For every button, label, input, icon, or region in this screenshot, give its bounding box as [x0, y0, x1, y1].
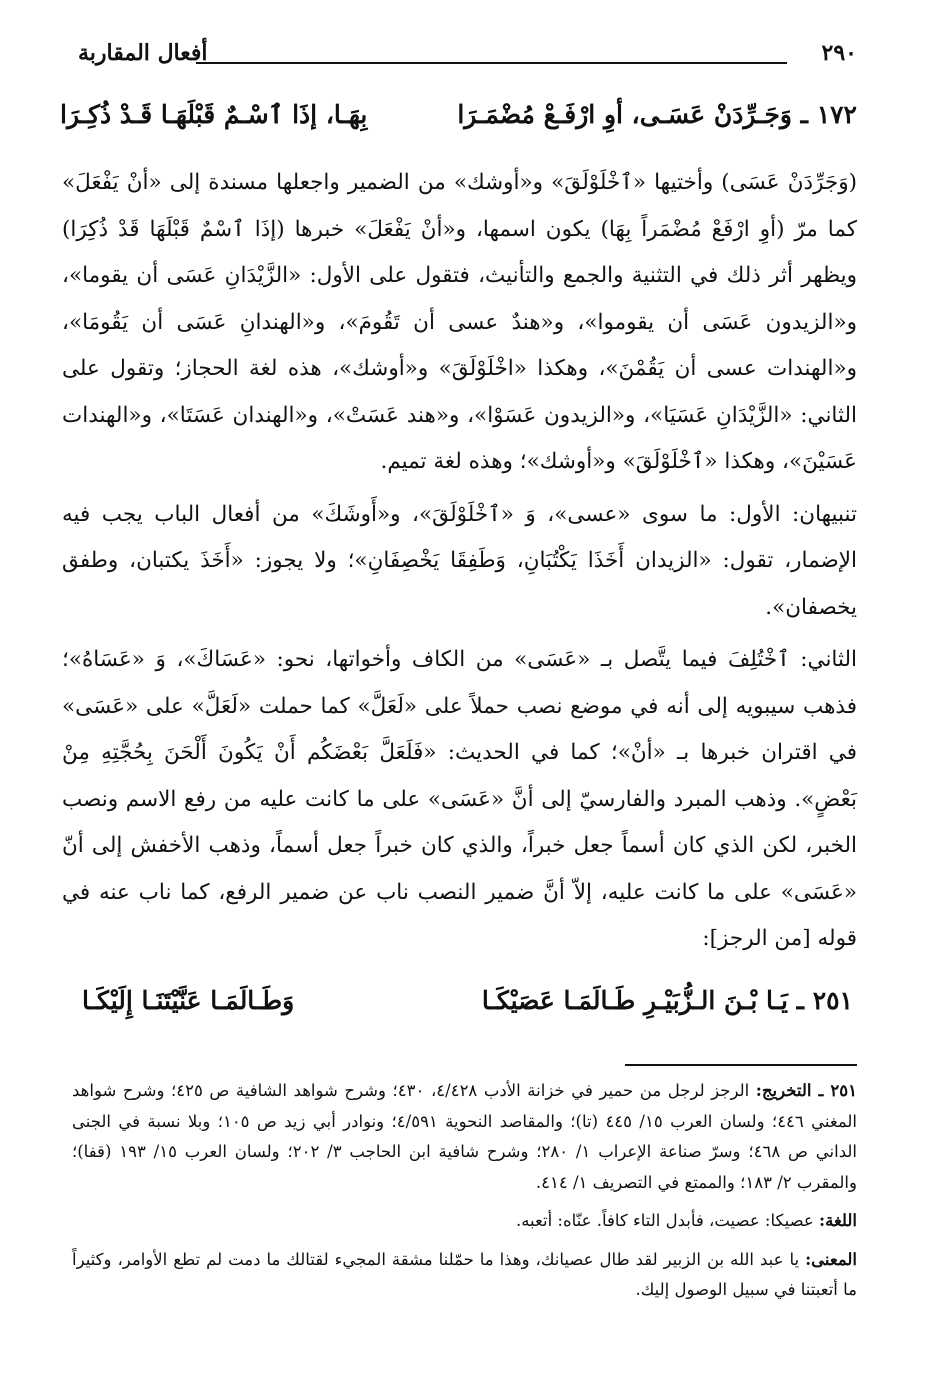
verse-251 [82, 986, 853, 1026]
footnotes [72, 1076, 857, 1306]
running-header [78, 38, 857, 72]
footnote-lugha-label: اللغة: [819, 1211, 857, 1230]
footnote-takhrij-label: ٢٥١ ـ التخريج: [755, 1081, 858, 1100]
footnote-maana [72, 1245, 857, 1306]
footnote-lugha-text: عصيكا: عصيت، فأبدل التاء كافاً. عنّاه: أتعبه. [515, 1211, 814, 1230]
verse-172-first-hemistich: ١٧٢ ـ وَجَـرِّدَنْ عَسَـى، أوِ ارْفَـعْ مُضْمَـرَا [457, 100, 857, 129]
verse-172-second-hemistich: بِهَـا، إذَا ٱسْـمٌ قَبْلَهَـا قَـدْ ذُكِـرَا [60, 100, 368, 129]
chapter-title: أفعال المقاربة [78, 40, 208, 66]
header-rule [196, 62, 787, 64]
page-number: ٢٩٠ [821, 40, 857, 66]
footnote-takhrij [72, 1076, 857, 1198]
commentary-paragraph: (وَجَرِّدَنْ عَسَى) وأختيها «ٱخْلَوْلَقَ» و«أوشك» من الضمير واجعلها مسندة إلى «أنْ يَفْعَلَ» كما مرّ (أوِ ارْفَعْ مُضْمَراً بِهَا) يكون اسمها، و«أنْ يَفْعَلَ» خبرها (إذَا ٱسْمٌ قَبْلَهَا قَدْ ذُكِرَا) ويظهر أثر ذلك في التثنية والجمع والتأنيث، فتقول على الأول: «الزَّيْدَانِ عَسَى أن يقوما»، و«الزيدون عَسَى أن يقوموا»، و«هندٌ عسى أن تَقُومَ»، و«الهندانِ عَسَى أن يَقُومَا»، و«الهندات عسى أن يَقُمْنَ»، وهكذا «اخْلَوْلَقَ» و«أوشك»، هذه لغة الحجاز؛ وتقول على الثاني: «الزَّيْدَانِ عَسَيَا»، و«الزيدون عَسَوْا»، و«هند عَسَتْ»، و«الهندان عَسَتَا»، و«الهندات عَسَيْنَ»، وهكذا «ٱخْلَوْلَقَ» و«أوشك»؛ وهذه لغة تميم. [62, 170, 857, 474]
commentary-paragraph: تنبيهان: الأول: ما سوى «عسى»، وَ «ٱخْلَوْلَقَ»، و«أَوشَكَ» من أفعال الباب يجب فيه الإضمار، تقول: «الزيدان أَخَذَا يَكْتُبَانِ، وَطَفِقَا يَخْصِفَانِ»؛ ولا يجوز: «أَخَذَ يكتبان، وطفق يخصفان». [62, 501, 857, 620]
verse-172 [60, 100, 857, 140]
footnote-rule [625, 1064, 857, 1066]
commentary [62, 160, 857, 963]
footnote-lugha [72, 1206, 857, 1237]
verse-251-second-hemistich: وَطَـالَمَـا عَنَّيْتَنَـا إِلَيْكَـا [82, 986, 295, 1015]
footnote-takhrij-text: الرجز لرجل من حمير في خزانة الأدب ٤/٤٢٨، ٤٣٠؛ وشرح شواهد الشافية ص ٤٢٥؛ وشرح شواهد المغني ٤٤٦؛ ولسان العرب ١٥/ ٤٤٥ (تا)؛ والمقاصد النحوية ٤/٥٩١؛ ونوادر أبي زيد ص ١٠٥؛ وبلا نسبة في الجنى الداني ص ٤٦٨؛ وسرّ صناعة الإعراب ١/ ٢٨٠؛ وشرح شافية ابن الحاجب ٣/ ٢٠٢؛ ولسان العرب ١٥/ ١٩٣ (قفا)؛ والمقرب ٢/ ١٨٣؛ والممتع في التصريف ١/ ٤١٤. [72, 1081, 858, 1192]
footnote-maana-text: يا عبد الله بن الزبير لقد طال عصيانك، وهذا ما حمّلنا مشقة المجيء لقتالك ما دمت لم تطع الأوامر، وكثيراً ما أتعبتنا في سبيل الوصول إليك. [72, 1249, 857, 1299]
verse-251-first-hemistich: ٢٥١ ـ يَـا بْـنَ الـزُّبَيْـرِ طَـالَمَـا عَصَيْكَـا [481, 986, 853, 1015]
commentary-paragraph: الثاني: ٱخْتُلِفَ فيما يتَّصل بـ «عَسَى» من الكاف وأخواتها، نحو: «عَسَاكَ»، وَ «عَسَاهُ»؛ فذهب سيبويه إلى أنه في موضع نصب حملاً على «لَعَلَّ» كما حملت «لَعَلَّ» على «عَسَى» في اقتران خبرها بـ «أنْ»؛ كما في الحديث: «فَلَعَلَّ بَعْضَكُم أَنْ يَكُونَ أَلْحَنَ بِحُجَّتِهِ مِنْ بَعْضٍ». وذهب المبرد والفارسيّ إلى أنَّ «عَسَى» على ما كانت عليه من رفع الاسم ونصب الخبر، لكن الذي كان أسماً جعل خبراً، والذي كان خبراً جعل أسماً، وذهب الأخفش إلى أنّ «عَسَى» على ما كانت عليه، إلاّ أنَّ ضمير النصب ناب عن ضمير الرفع، كما ناب عنه في قوله [من الرجز]: [62, 647, 857, 951]
footnote-maana-label: المعنى: [805, 1249, 857, 1269]
